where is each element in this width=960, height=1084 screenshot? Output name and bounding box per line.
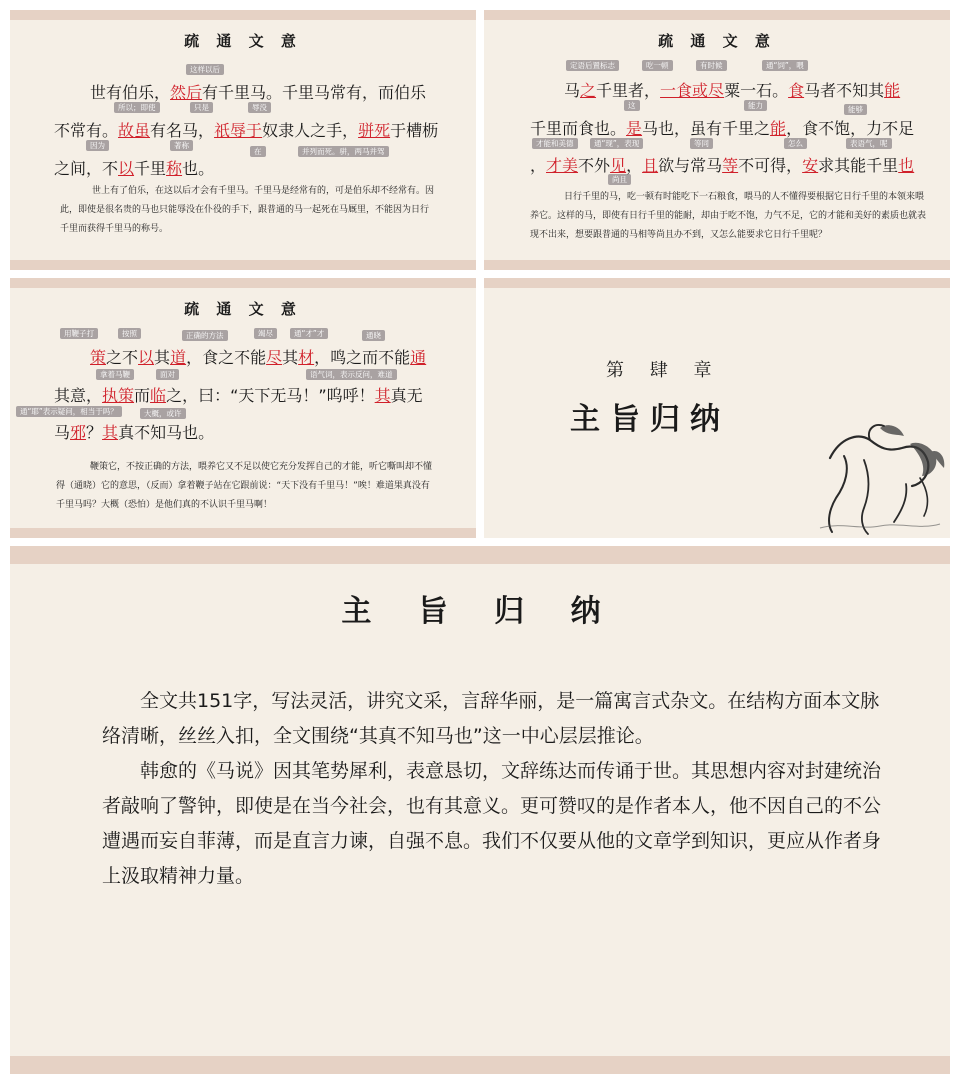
bottom-band: [10, 528, 476, 538]
annotation-tag: 通晓: [362, 330, 385, 341]
slide-title: 疏 通 文 意: [184, 32, 302, 50]
top-band: [484, 278, 950, 288]
paragraph: 韩愈的《马说》因其笔势犀利，表意恳切，文辞练达而传诵于世。其思想内容对封建统治者敲响了警钟，即使是在当今社会，也有其意义。更可赞叹的是作者本人，他不因自己的不公遭遇而妄自菲薄，而是直言力谏，自强不息。我们不仅要从他的文章学到知识，更应从作者身上汲取精神力量。: [102, 760, 882, 887]
top-band: [10, 278, 476, 288]
slide-2: [484, 10, 950, 270]
text-line: ，才美不外见，且欲与常马等不可得，安求其能千里也: [530, 156, 915, 175]
top-band: [10, 10, 476, 20]
top-band: [10, 546, 950, 564]
translation: 日行千里的马，吃一顿有时能吃下一石粮食，喂马的人不懂得要根据它日行千里的本领来喂养它。这样的马，即使有日行千里的能耐，却由于吃不饱，力气不足，它的才能和美好的素质也就表现不出来，想要跟普通的马相等尚且办不到，又怎么能要求它日行千里呢？: [530, 192, 927, 240]
paragraph: 全文共151字，写法灵活，讲究文采，言辞华丽，是一篇寓言式杂文。在结构方面本文脉络清晰，丝丝入扣，全文围绕“其真不知马也”这一中心层层推论。: [102, 690, 880, 747]
slide-5: [10, 546, 950, 1074]
bottom-band: [484, 260, 950, 270]
annotation-tag: 能够: [844, 104, 867, 115]
text-line: 马邪？其真不知马也。: [54, 423, 215, 442]
annotation-tag: 定语后置标志: [566, 60, 619, 71]
annotation-tag: 著称: [170, 140, 193, 151]
annotation-tag: 按照: [118, 328, 141, 339]
text-line: 千里而食也。是马也，虽有千里之能，食不饱，力不足: [530, 119, 915, 138]
annotation-tag: 通“饲”，喂: [762, 60, 808, 71]
chapter-label: 第 肆 章: [606, 360, 722, 381]
annotation-tag: 用鞭子打: [60, 328, 98, 339]
annotation-tag: 语气词，表示反问，难道: [306, 369, 397, 380]
text-line: 不常有。故虽有名马，祇辱于奴隶人之手，骈死于槽枥: [54, 121, 439, 140]
text-line: 策之不以其道，食之不能尽其材，鸣之而不能通: [90, 348, 427, 367]
annotation-tag: 在: [250, 146, 266, 157]
annotation-tag: 大概，或许: [140, 408, 186, 419]
slide-title: 疏 通 文 意: [184, 300, 302, 318]
slide-1: [10, 10, 476, 270]
text-line: 之间，不以千里称也。: [54, 159, 215, 178]
annotation-tag: 正确的方法: [182, 330, 228, 341]
slide-title: 疏 通 文 意: [658, 32, 776, 50]
annotation-tag: 只是: [190, 102, 213, 113]
annotation-tag: 能力: [744, 100, 767, 111]
horse-ink-painting: [810, 418, 950, 538]
translation: 鞭策它，不按正确的方法，喂养它又不足以使它充分发挥自己的才能，听它嘶叫却不懂得（通晓）它的意思，（反而）拿着鞭子站在它跟前说：“天下没有千里马！”唉！难道果真没有千里马吗？大概（恐怕）是他们真的不认识千里马啊！: [56, 462, 433, 510]
page-title: 主 旨 归 纳: [341, 594, 619, 629]
bottom-band: [10, 260, 476, 270]
annotation-tag: 尚且: [608, 174, 631, 185]
text-line: 世有伯乐，然后有千里马。千里马常有，而伯乐: [90, 83, 427, 102]
slide-3: [10, 278, 476, 538]
annotation-tag: 通“耶”表示疑问，相当于吗？: [16, 406, 122, 417]
text-line: 其意，执策而临之，曰：“天下无马！”呜呼！其真无: [54, 386, 423, 405]
summary-body: [102, 684, 892, 894]
annotation-tag: 通“才”才: [290, 328, 328, 339]
annotation-tag: 拿着马鞭: [96, 369, 134, 380]
annotation-tag: 怎么: [784, 138, 807, 149]
annotation-tag: 才能和美德: [532, 138, 578, 149]
top-band: [484, 10, 950, 20]
annotation-tag: 并列而死。骈，两马并驾: [298, 146, 389, 157]
bottom-band: [10, 1056, 950, 1074]
annotation-tag: 竭尽: [254, 328, 277, 339]
annotation-tag: 这: [624, 100, 640, 111]
text-line: 马之千里者，一食或尽粟一石。食马者不知其能: [564, 81, 901, 100]
annotation-tag: 表语气，呢: [846, 138, 892, 149]
annotation-tag: 通“现”，表现: [590, 138, 643, 149]
slide-4: [484, 278, 950, 538]
annotation-tag: 有时候: [696, 60, 727, 71]
annotation-tag: 这样以后: [186, 64, 224, 75]
annotation-tag: 面对: [156, 369, 179, 380]
annotation-tag: 吃一顿: [642, 60, 673, 71]
annotation-tag: 辱没: [248, 102, 271, 113]
translation: 世上有了伯乐，在这以后才会有千里马。千里马是经常有的，可是伯乐却不经常有。因此，即使是很名贵的马也只能辱没在仆役的手下，跟普通的马一起死在马厩里，不能因为日行千里而获得千里马的称号。: [60, 186, 435, 234]
annotation-tag: 因为: [86, 140, 109, 151]
annotation-tag: 所以；即使: [114, 102, 160, 113]
section-heading: 主旨归纳: [570, 402, 730, 437]
annotation-tag: 等同: [690, 138, 713, 149]
